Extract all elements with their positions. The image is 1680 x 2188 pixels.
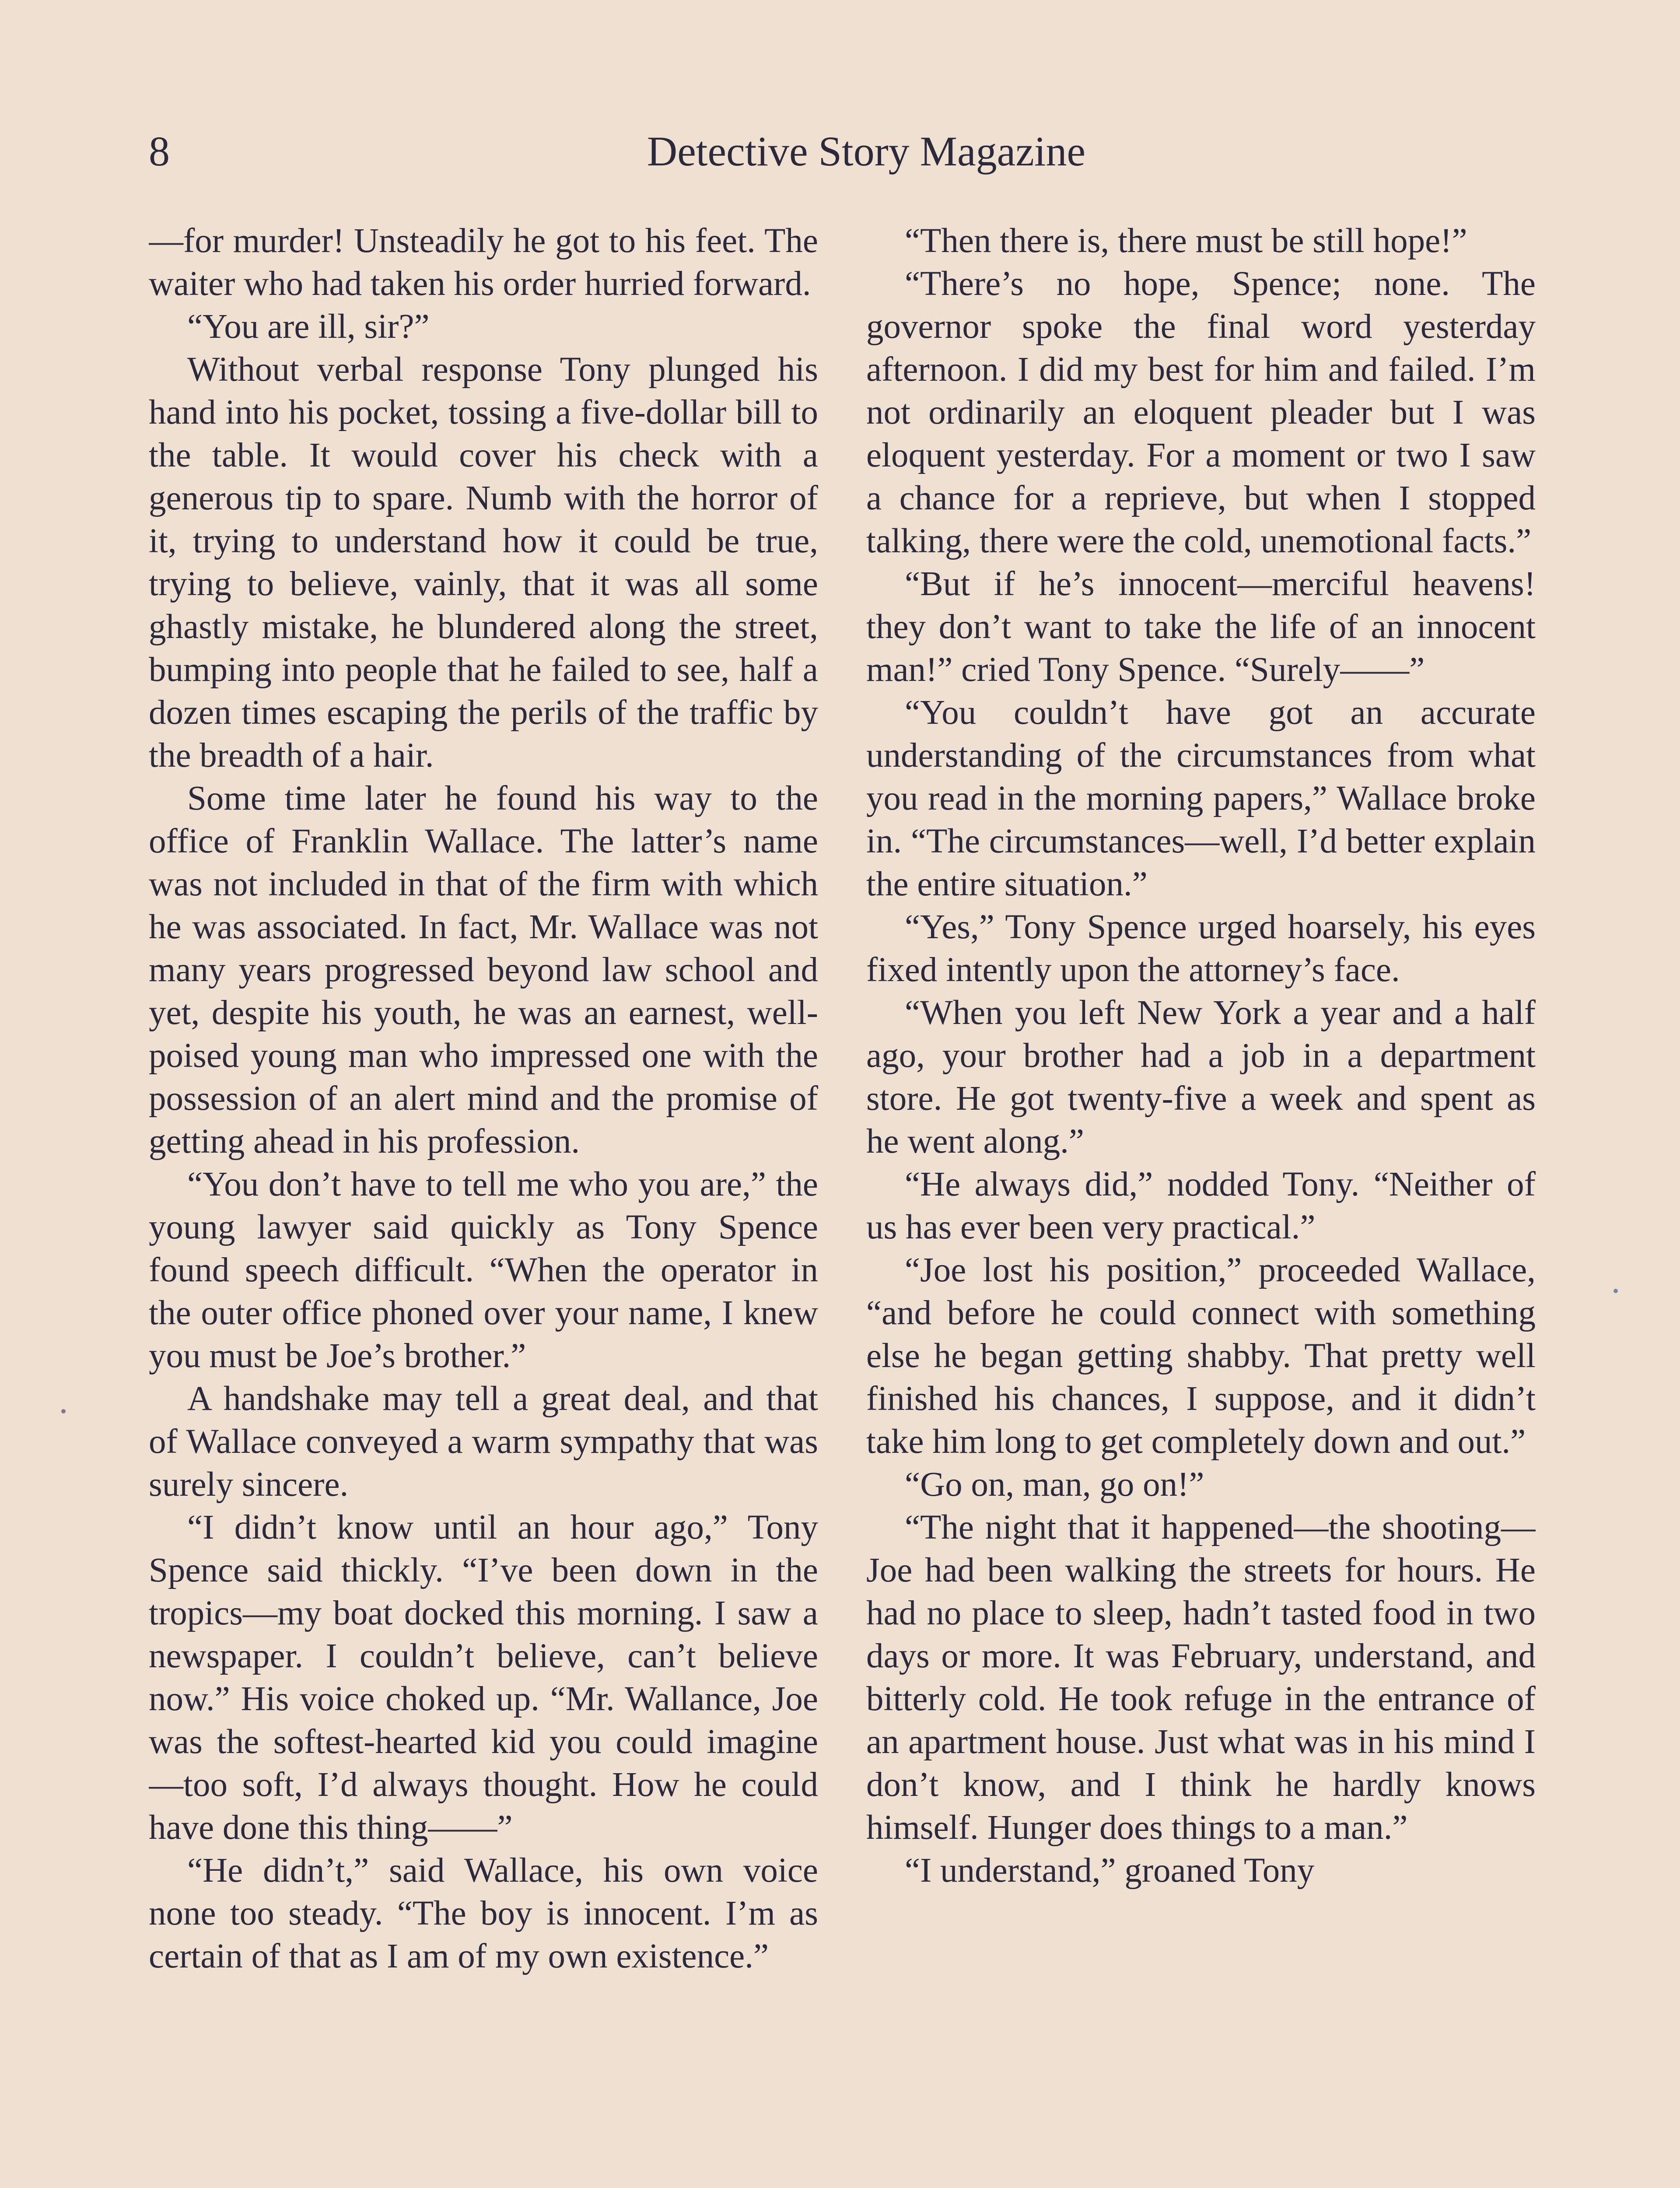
paragraph: “Yes,” Tony Spence urged hoarsely, his eyes fixed intently upon the attorney’s face. [866, 908, 1536, 989]
paragraph: Some time later he found his way to the office of Franklin Wallace. The latter’s name was not included in that of the firm with which he was associated. In fact, Mr. Wallace was not many years progressed beyond law school and yet, despite his youth, he was an earnest, well-poised young man who impressed one with the possession of an alert mind and the promise of getting ahead in his profession. [149, 779, 818, 1161]
paragraph: A handshake may tell a great deal, and that of Wallace conveyed a warm sympathy that was surely sincere. [149, 1380, 818, 1504]
paragraph: “Then there is, there must be still hope!” [905, 222, 1467, 260]
running-title: Detective Story Magazine [647, 128, 1086, 175]
ink-speck [1614, 1289, 1618, 1293]
paragraph: “You are ill, sir?” [187, 308, 430, 346]
paragraph: “But if he’s innocent—merciful heavens! they don’t want to take the life of an innocent man!” cried Tony Spence. “Surely——” [866, 565, 1536, 689]
paragraph: “He didn’t,” said Wallace, his own voice none too steady. “The boy is innocent. I’m as certain of that as I am of my own existence.” [149, 1851, 818, 1975]
paragraph: “Go on, man, go on!” [905, 1466, 1204, 1504]
paragraph: “I understand,” groaned Tony [905, 1851, 1315, 1890]
paragraph: “You couldn’t have got an accurate understanding of the circumstances from what you read in the morning papers,” Wallace broke in. “The circumstances—well, I’d better explain the entire situation.” [866, 694, 1536, 903]
ink-speck [61, 1409, 66, 1413]
right-column [866, 220, 1536, 2188]
left-column [149, 220, 818, 2188]
paragraph: Without verbal response Tony plunged his hand into his pocket, tossing a five-dollar bill to the table. It would cover his check with a generous tip to spare. Numb with the horror of it, trying to understand how it could be true, trying to believe, vainly, that it was all some ghastly mistake, he blundered along the street, bumping into people that he failed to see, half a dozen times escaping the perils of the traffic by the breadth of a hair. [149, 351, 818, 775]
paragraph: “There’s no hope, Spence; none. The governor spoke the final word yesterday afternoon. I did my best for him and failed. I’m not ordinarily an eloquent pleader but I was eloquent yesterday. For a moment or two I saw a chance for a reprieve, but when I stopped talking, there were the cold, unemotional facts.” [866, 265, 1536, 560]
paragraph: “Joe lost his position,” proceeded Wallace, “and before he could connect with something else he began getting shabby. That pretty well finished his chances, I suppose, and it didn’t take him long to get completely down and out.” [866, 1251, 1536, 1461]
page-number: 8 [149, 128, 171, 175]
paragraph: “He always did,” nodded Tony. “Neither of us has ever been very practical.” [866, 1165, 1536, 1246]
paragraph: —for murder! Unsteadily he got to his feet. The waiter who had taken his order hurried forward. [149, 222, 818, 303]
page-header [0, 127, 1680, 193]
paragraph: “When you left New York a year and a half ago, your brother had a job in a department store. He got twenty-five a week and spent as he went along.” [866, 994, 1536, 1161]
paragraph: “You don’t have to tell me who you are,” the young lawyer said quickly as Tony Spence found speech difficult. “When the operator in the outer office phoned over your name, I knew you must be Joe’s brother.” [149, 1165, 818, 1375]
paragraph: “The night that it happened—the shooting—Joe had been walking the streets for hours. He had no place to sleep, hadn’t tasted food in two days or more. It was February, understand, and bitterly cold. He took refuge in the entrance of an apartment house. Just what was in his mind I don’t know, and I think he hardly knows himself. Hunger does things to a man.” [866, 1508, 1536, 1847]
paragraph: “I didn’t know until an hour ago,” Tony Spence said thickly. “I’ve been down in the tropics—my boat docked this morning. I saw a newspaper. I couldn’t believe, can’t believe now.” His voice choked up. “Mr. Wallance, Joe was the softest-hearted kid you could imagine—too soft, I’d always thought. How he could have done this thing——” [149, 1508, 818, 1847]
